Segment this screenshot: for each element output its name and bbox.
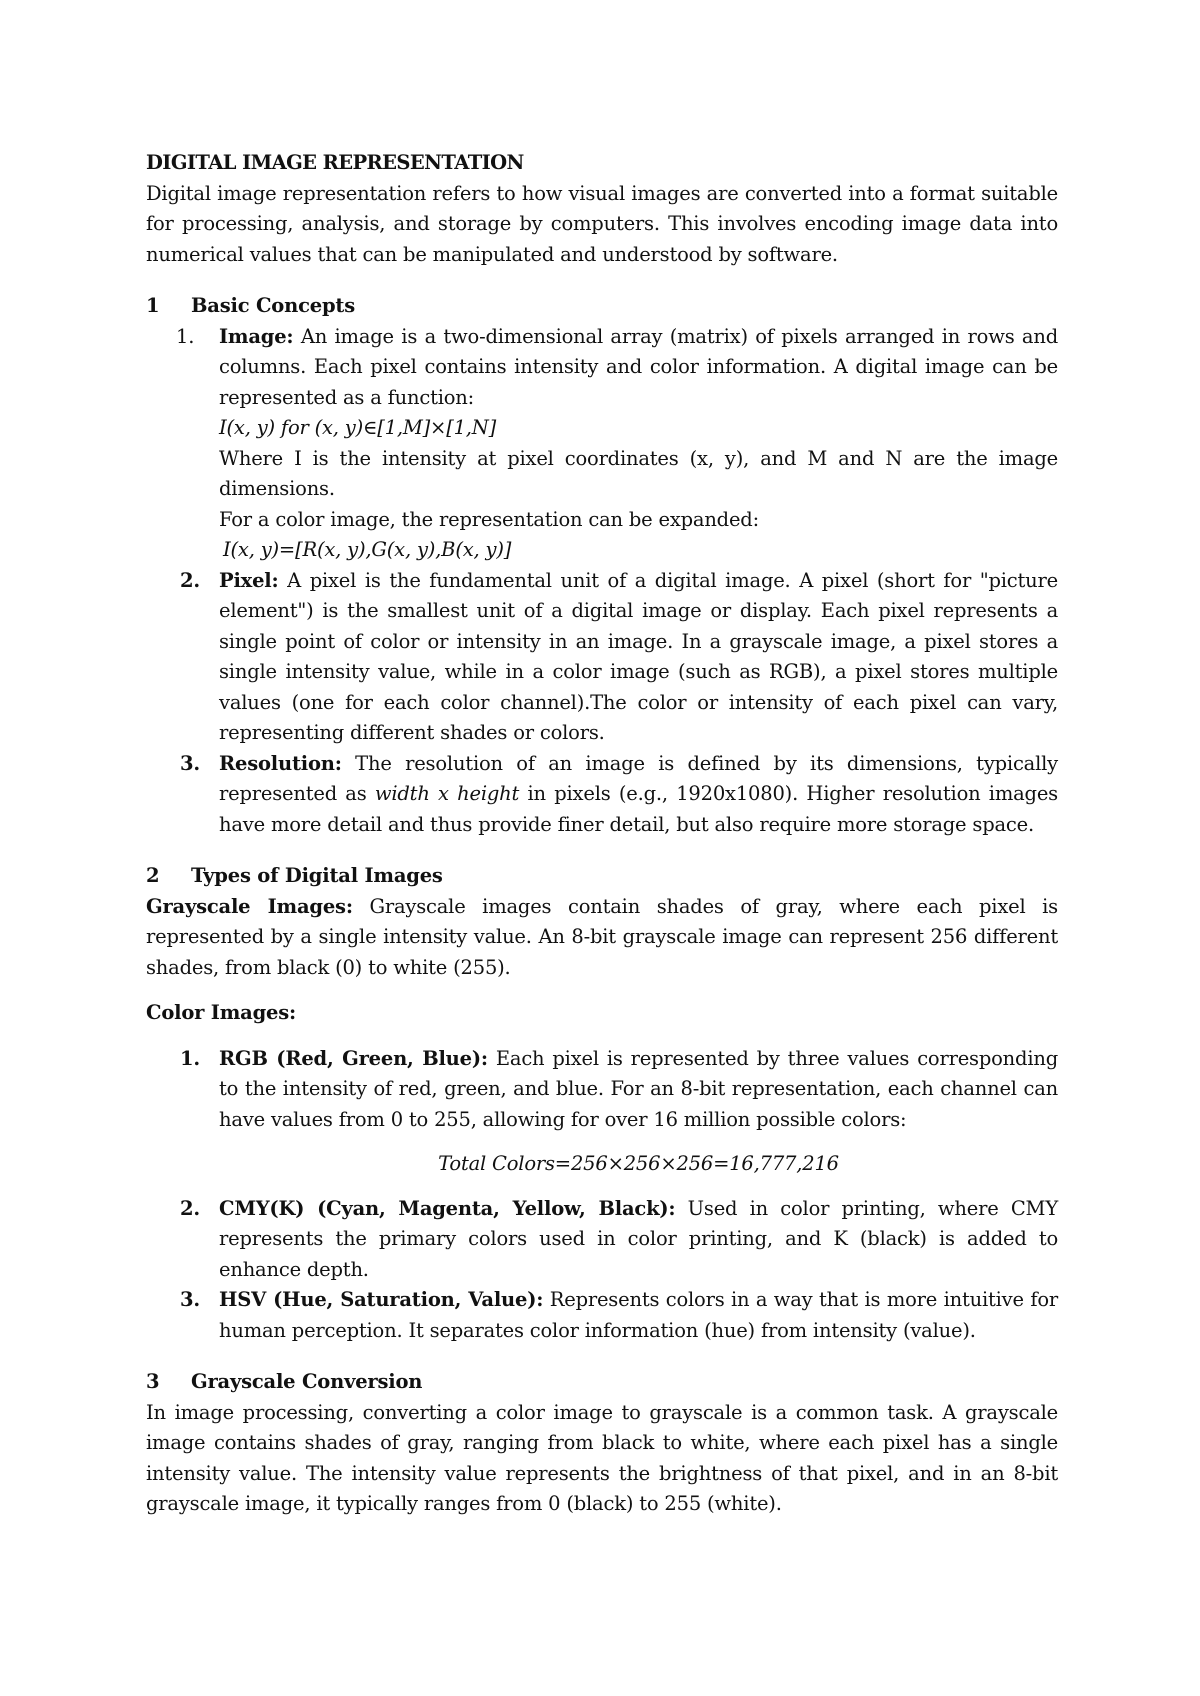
term-text: The resolution of an image is defined by its dimensions, typically represented as [219,751,1058,805]
term-text: Grayscale images contain shades of gray, where each pixel is represented by a single intensity value. An 8-bit grayscale image can represent 256 different shades, from black (0) to white (255). [146,894,1058,979]
section-heading-types [146,861,1058,892]
section-number: 3 [146,1370,160,1393]
formula-intensity-function: I(x, y) for (x, y)∈[1,M]×[1,N] [219,416,497,439]
list-item-pixel [146,566,1058,749]
intro-paragraph: Digital image representation refers to how visual images are converted into a format suitable for processing, analysis, and storage by computers. This involves encoding image data into numerical values that can be manipulated and understood by software. [146,181,1058,266]
list-item-rgb [146,1044,1058,1194]
term-label: Resolution: [219,751,342,775]
term-label: Pixel: [219,568,279,592]
list-marker: 1. [176,324,195,348]
list-marker: 1. [180,1046,200,1070]
term-label: Grayscale Images: [146,894,353,918]
list-item-cmyk [146,1194,1058,1286]
term-label: CMY(K) (Cyan, Magenta, Yellow, Black): [219,1196,676,1220]
formula-color-function: I(x, y)=[R(x, y),G(x, y),B(x, y)] [223,538,512,561]
formula-width-height: width x height [374,782,520,805]
section-title: Grayscale Conversion [191,1370,423,1393]
section-heading-grayscale-conversion [146,1367,1058,1398]
grayscale-paragraph [146,892,1058,984]
color-representation-intro: For a color image, the representation can be expanded: [219,507,759,531]
section-title: Basic Concepts [191,294,355,317]
term-text: in pixels (e.g., 1920x1080). Higher resolution images have more detail and thus provide finer detail, but also require more storage space. [219,782,1058,836]
document-title: DIGITAL IMAGE REPRESENTATION [146,151,524,174]
list-item-resolution [146,749,1058,841]
section-number: 2 [146,864,160,887]
term-label: Image: [219,324,294,348]
color-images-heading: Color Images: [146,1001,297,1024]
term-text: Represents colors in a way that is more intuitive for human perception. It separates color information (hue) from intensity (value). [219,1288,1058,1342]
section-number: 1 [146,294,160,317]
list-marker: 2. [180,1196,200,1220]
term-text: Used in color printing, where CMY represents the primary colors used in color printing, and K (black) is added to enhance depth. [219,1196,1058,1281]
list-item-image [146,322,1058,566]
list-marker: 2. [180,568,200,592]
term-label: HSV (Hue, Saturation, Value): [219,1288,544,1311]
list-marker: 3. [180,1288,200,1311]
section-heading-basic-concepts [146,291,1058,322]
term-text: Each pixel is represented by three values corresponding to the intensity of red, green, and blue. For an 8-bit representation, each channel can have values from 0 to 255, allowing for over 16 million possible colors: [219,1046,1059,1131]
formula-total-colors: Total Colors=256×256×256=16,777,216 [438,1152,839,1175]
term-text: An image is a two-dimensional array (matrix) of pixels arranged in rows and columns. Each pixel contains intensity and color information. A digital image can be represented as a function: [219,324,1058,409]
list-marker: 3. [180,751,200,775]
term-text: A pixel is the fundamental unit of a digital image. A pixel (short for "picture element") is the smallest unit of a digital image or display. Each pixel represents a single point of color or intensity in an image. In a grayscale image, a pixel stores a single intensity value, while in a color image (such as RGB), a pixel stores multiple values (one for each color channel).The color or intensity of each pixel can vary, representing different shades or colors. [219,568,1058,744]
term-label: RGB (Red, Green, Blue): [219,1046,488,1070]
formula-explanation: Where I is the intensity at pixel coordinates (x, y), and M and N are the image dimensions. [219,446,1058,500]
grayscale-conversion-paragraph: In image processing, converting a color image to grayscale is a common task. A grayscale image contains shades of gray, ranging from black to white, where each pixel has a single intensity value. The intensity value represents the brightness of that pixel, and in an 8-bit grayscale image, it typically ranges from 0 (black) to 255 (white). [146,1400,1058,1515]
list-item-hsv [146,1285,1058,1346]
section-title: Types of Digital Images [191,864,443,887]
